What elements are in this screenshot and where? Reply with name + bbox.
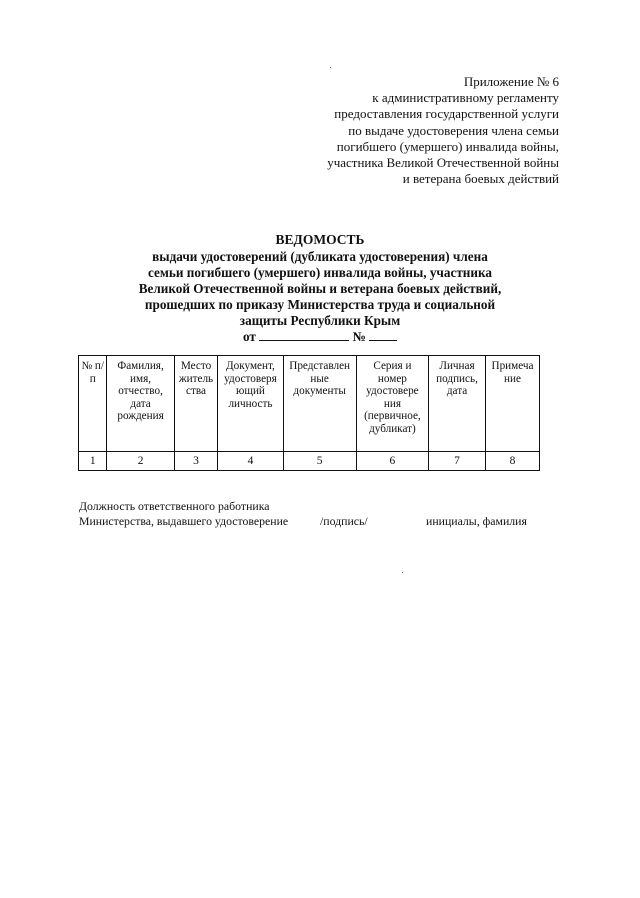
date-number-line <box>60 329 580 345</box>
header-cell-signature-date: Личная подпись, дата <box>429 356 486 452</box>
appendix-line: и ветерана боевых действий <box>402 171 559 187</box>
table-number-row <box>79 452 540 471</box>
title-line: Великой Отечественной войны и ветерана боевых действий, <box>138 281 502 296</box>
column-number-cell: 6 <box>356 452 428 471</box>
appendix-line: предоставления государственной услуги <box>334 106 559 122</box>
column-number-cell: 7 <box>429 452 486 471</box>
number-blank <box>369 330 397 341</box>
header-cell-residence: Место житель ства <box>174 356 218 452</box>
header-cell-note: Примеча ние <box>486 356 540 452</box>
table-header-row <box>79 356 540 452</box>
register-table <box>78 355 540 471</box>
date-blank <box>259 330 349 341</box>
appendix-line: к административному регламенту <box>372 90 559 106</box>
column-number-cell: 3 <box>174 452 218 471</box>
document-title <box>60 232 580 345</box>
initials-label: инициалы, фамилия <box>426 514 527 528</box>
appendix-line: Приложение № 6 <box>463 74 559 89</box>
title-line: защиты Республики Крым <box>239 313 401 328</box>
scan-speck <box>330 67 331 68</box>
column-number-cell: 8 <box>486 452 540 471</box>
header-cell-identity-document: Документ, удостоверя ющий личность <box>218 356 283 452</box>
column-number-cell: 5 <box>283 452 356 471</box>
title-line: прошедших по приказу Министерства труда и социальной <box>144 297 496 312</box>
appendix-line: погибшего (умершего) инвалида войны, <box>336 138 559 154</box>
header-cell-certificate-series: Серия и номер удостовере ния (первичное, дубликат) <box>356 356 428 452</box>
appendix-block <box>259 74 559 187</box>
position-line-1: Должность ответственного работника <box>79 499 270 513</box>
header-cell-number: № п/п <box>79 356 107 452</box>
column-number-cell: 2 <box>107 452 174 471</box>
signature-block <box>79 499 549 529</box>
number-sign: № <box>352 329 366 344</box>
title-heading: ВЕДОМОСТЬ <box>275 232 365 247</box>
signature-row <box>79 514 549 529</box>
header-cell-submitted-documents: Представлен ные документы <box>283 356 356 452</box>
column-number-cell: 4 <box>218 452 283 471</box>
appendix-line: участника Великой Отечественной войны <box>327 155 559 171</box>
scan-speck <box>402 572 403 573</box>
title-line: выдачи удостоверений (дубликата удостоверения) члена <box>152 249 488 264</box>
date-prefix: от <box>242 329 256 344</box>
signature-label: /подпись/ <box>320 514 368 528</box>
position-line-2: Министерства, выдавшего удостоверение <box>79 514 289 528</box>
header-cell-name: Фамилия, имя, отчество, дата рождения <box>107 356 174 452</box>
title-line: семьи погибшего (умершего) инвалида войны, участника <box>148 265 492 280</box>
appendix-line: по выдаче удостоверения члена семьи <box>348 122 559 138</box>
column-number-cell: 1 <box>79 452 107 471</box>
